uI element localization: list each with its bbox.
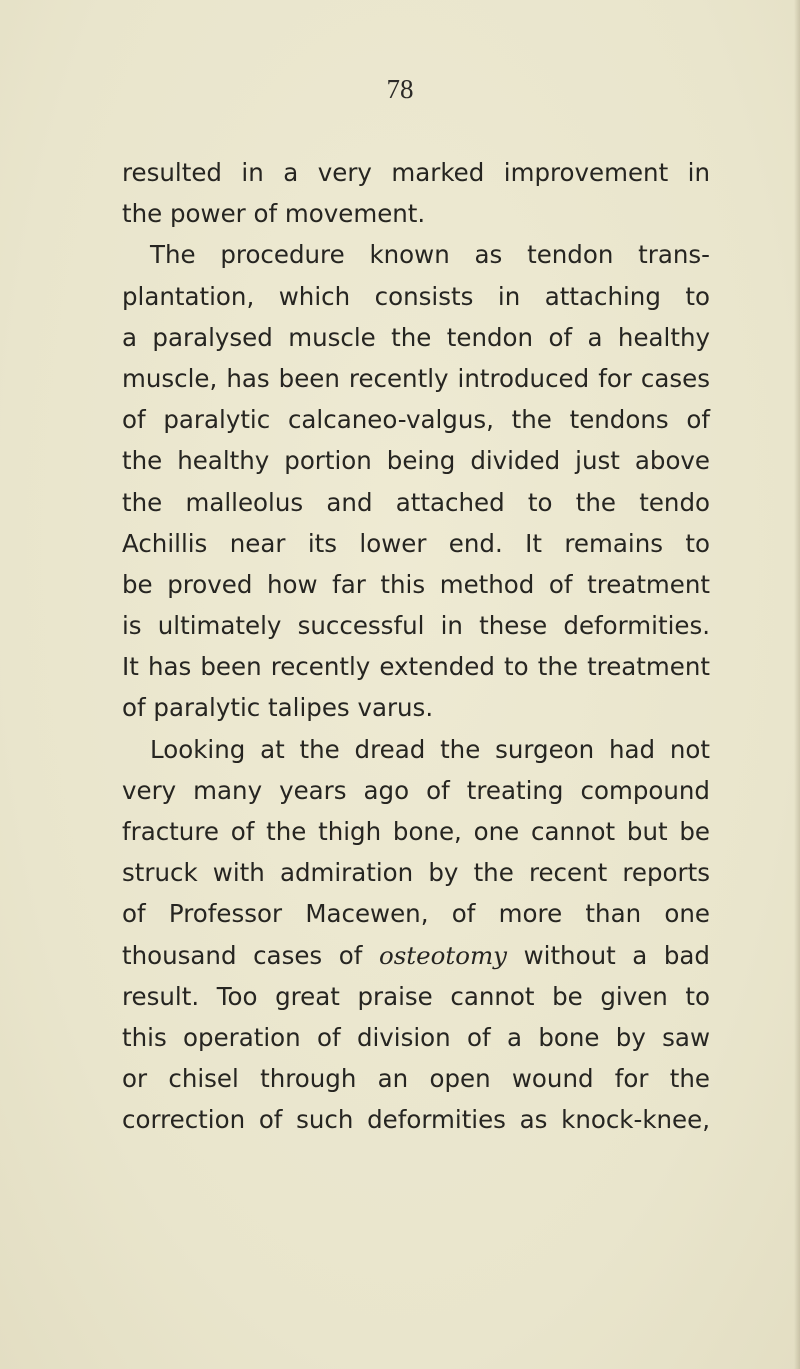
body-text xyxy=(122,152,710,1141)
text-line: be proved how far this method of treatment xyxy=(122,569,710,599)
text-line: It has been recently extended to the treatment xyxy=(122,652,710,682)
text-line: the power of movement. xyxy=(122,199,426,229)
text-segment: thousand cases of xyxy=(122,940,379,970)
text-line: result. Too great praise cannot be given to xyxy=(122,981,710,1011)
text-line: Achillis near its lower end. It remains to xyxy=(122,528,710,558)
text-line: of Professor Macewen, of more than one xyxy=(122,899,710,929)
text-line: very many years ago of treating compound xyxy=(122,775,710,805)
italic-term: osteotomy xyxy=(378,940,508,970)
text-line: this operation of division of a bone by saw xyxy=(122,1022,710,1052)
page-edge-shadow xyxy=(794,0,800,1369)
text-line: muscle, has been recently introduced for cases xyxy=(122,363,710,393)
text-line: correction of such deformities as knock-knee, xyxy=(122,1105,710,1135)
text-line: the healthy portion being divided just above xyxy=(122,446,710,476)
text-segment: without a bad xyxy=(507,940,710,970)
text-line: or chisel through an open wound for the xyxy=(122,1064,710,1094)
paragraph-start-line: The procedure known as tendon trans- xyxy=(150,240,710,270)
text-line: resulted in a very marked improvement in xyxy=(122,158,710,187)
text-line: fracture of the thigh bone, one cannot but be xyxy=(122,817,710,846)
text-line: struck with admiration by the recent reports xyxy=(122,858,710,888)
text-line: the malleolus and attached to the tendo xyxy=(122,487,710,517)
text-line: of paralytic calcaneo-valgus, the tendons of xyxy=(122,405,710,435)
text-line: plantation, which consists in attaching to xyxy=(122,281,710,311)
page-number: 78 xyxy=(386,74,414,104)
text-line: is ultimately successful in these deformities. xyxy=(122,611,710,641)
paragraph-start-line: Looking at the dread the surgeon had not xyxy=(150,734,710,764)
text-line: of paralytic talipes varus. xyxy=(122,693,434,723)
text-line: a paralysed muscle the tendon of a healthy xyxy=(122,322,710,352)
text-line-with-italic xyxy=(122,935,710,976)
